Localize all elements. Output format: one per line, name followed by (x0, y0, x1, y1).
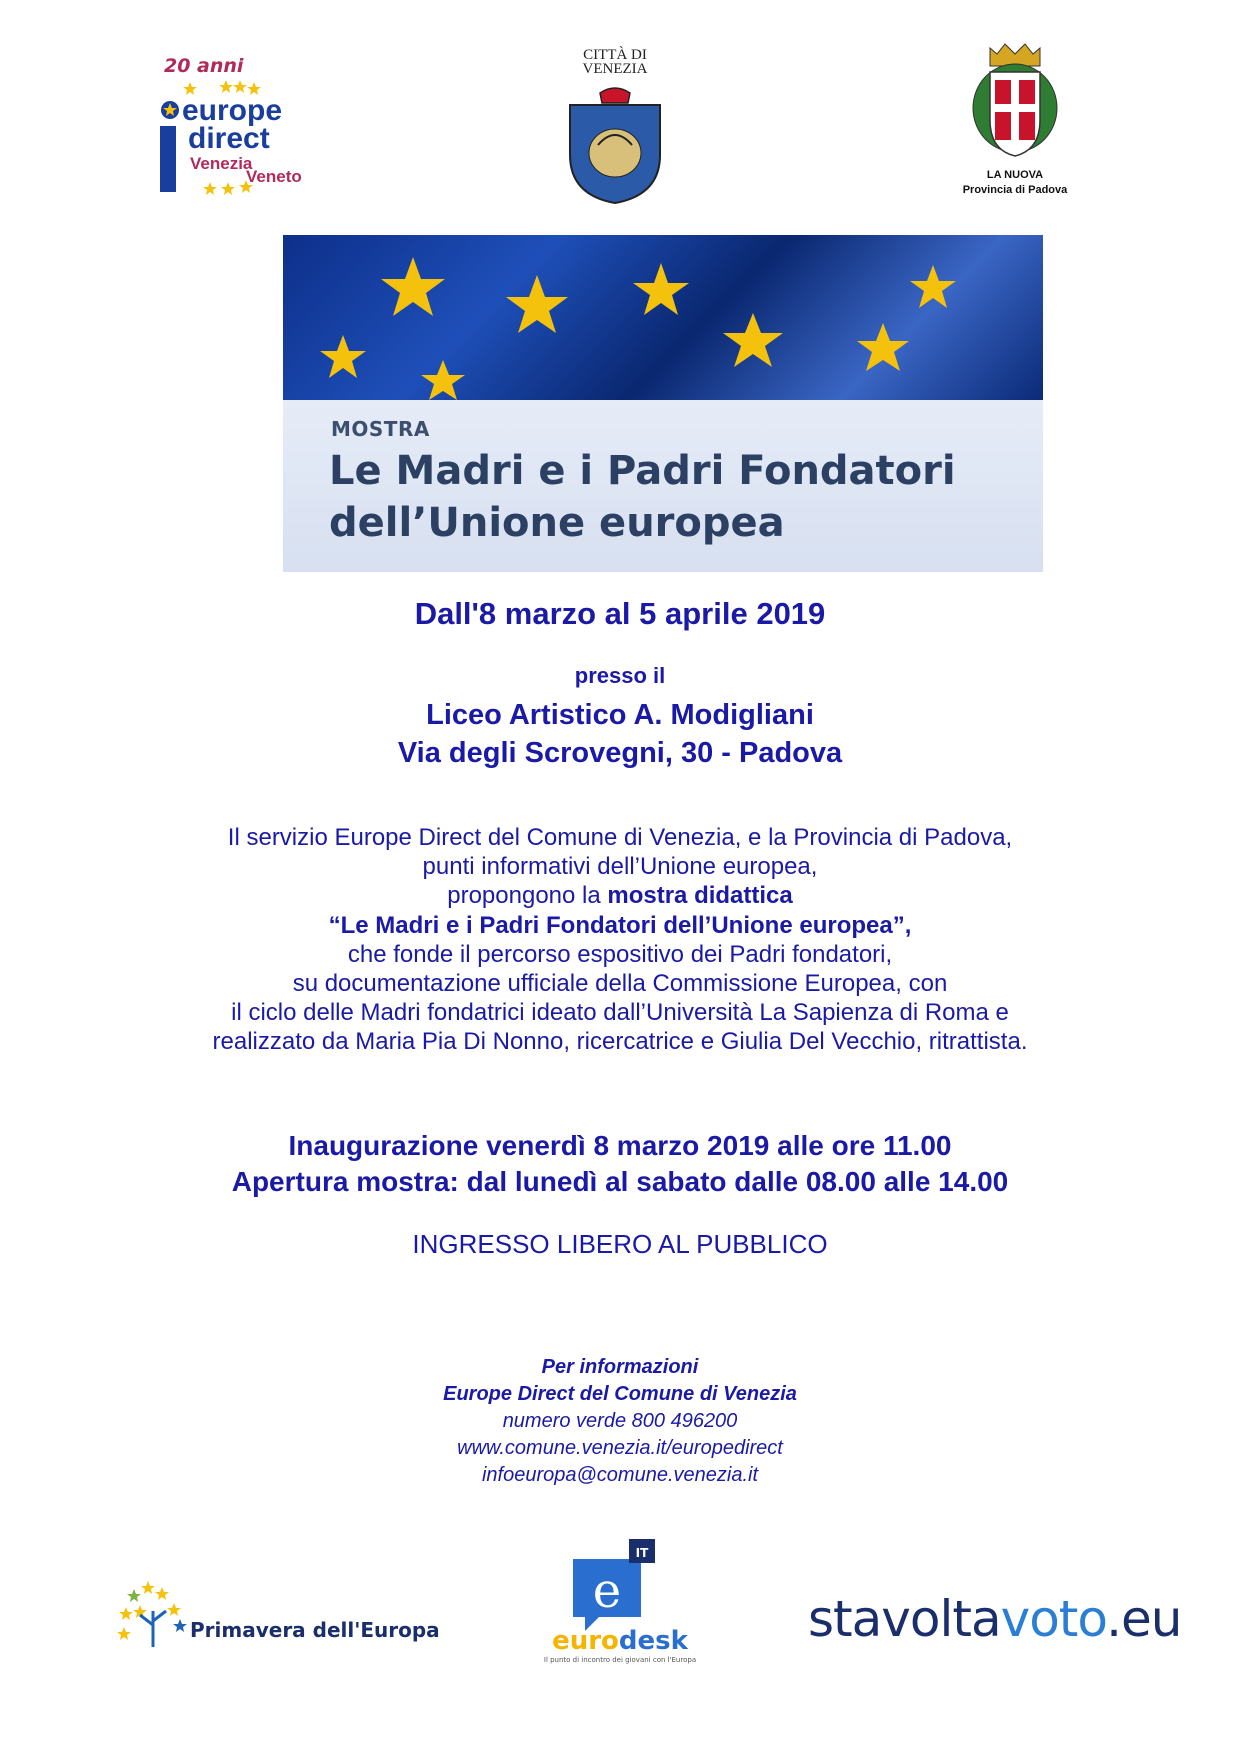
exhibition-banner (283, 235, 1043, 572)
opening-hours: Apertura mostra: dal lunedì al sabato dalle 08.00 alle 14.00 (231, 1166, 1009, 1197)
venue-intro: presso il (574, 663, 666, 688)
svg-text:Provincia di Padova: Provincia di Padova (962, 184, 1068, 196)
svg-text:Veneto: Veneto (246, 167, 302, 186)
venue-street: Via degli Scrovegni, 30 - Padova (397, 737, 843, 769)
svg-text:eurodesk: eurodesk (552, 1626, 688, 1656)
eurodesk-logo (525, 1535, 715, 1665)
exhibition-title-quote: “Le Madri e i Padri Fondatori dell’Unione europea”, (328, 911, 912, 939)
svg-text:e: e (592, 1563, 622, 1619)
schedule (0, 1128, 1240, 1200)
svg-text:Il punto di incontro dei giova: Il punto di incontro dei giovani con l'Europa (543, 1656, 697, 1664)
primavera-europa-logo (118, 1575, 440, 1655)
info-website-link[interactable]: www.comune.venezia.it/europedirect (457, 1437, 783, 1459)
svg-text:Primavera dell'Europa: Primavera dell'Europa (190, 1618, 440, 1642)
svg-text:Venezia: Venezia (190, 154, 253, 173)
inauguration-time: Inaugurazione venerdì 8 marzo 2019 alle ore 11.00 (288, 1130, 952, 1161)
crown-icon (990, 44, 1040, 66)
svg-text:direct: direct (188, 122, 270, 155)
description: Il servizio Europe Direct del Comune di Venezia, e la Provincia di Padova, punti informativi dell’Unione europea, propongono la mostra didattica “Le Madri e i Padri Fondatori dell’Unione europea”, che fonde il percorso espositivo dei Padri fondatori, su documentazione ufficiale della Commissione Europea, con il ciclo delle Madri fondatrici ideato dall’Università La Sapienza di Roma e realizzato da Maria Pia Di Nonno, ricercatrice e Giulia Del Vecchio, ritrattista. (0, 823, 1240, 1057)
svg-text:IT: IT (635, 1546, 649, 1560)
banner-title: Le Madri e i Padri Fondatori dell’Unione europea (329, 448, 956, 546)
event-dates: Dall'8 marzo al 5 aprile 2019 (414, 596, 826, 631)
contact-info (0, 1354, 1240, 1489)
info-phone: numero verde 800 496200 (502, 1410, 738, 1432)
ed-bar-icon (160, 126, 176, 192)
banner-kicker: MOSTRA (331, 417, 430, 441)
europe-direct-logo (160, 52, 330, 202)
venue-name: Liceo Artistico A. Modigliani (426, 699, 814, 731)
tree-stars-icon (117, 1581, 187, 1647)
ed-years: 20 anni (164, 55, 244, 77)
svg-text:CITTÀ DI: CITTÀ DI (583, 47, 647, 63)
svg-text:europe: europe (182, 94, 283, 127)
info-email-link[interactable]: infoeuropa@comune.venezia.it (481, 1464, 759, 1486)
stavoltavoto-logo: stavoltavoto.eu (808, 1590, 1182, 1648)
citta-di-venezia-logo (560, 45, 670, 205)
venue-address (0, 696, 1240, 772)
svg-text:LA NUOVA: LA NUOVA (986, 169, 1044, 181)
provincia-di-padova-logo (955, 40, 1075, 200)
svg-text:VENEZIA: VENEZIA (582, 61, 648, 77)
winged-lion-icon (589, 129, 641, 177)
info-org: Europe Direct del Comune di Venezia (443, 1383, 797, 1405)
doge-hat-icon (600, 88, 630, 103)
admission-note: INGRESSO LIBERO AL PUBBLICO (412, 1229, 828, 1259)
info-heading: Per informazioni (541, 1356, 699, 1378)
